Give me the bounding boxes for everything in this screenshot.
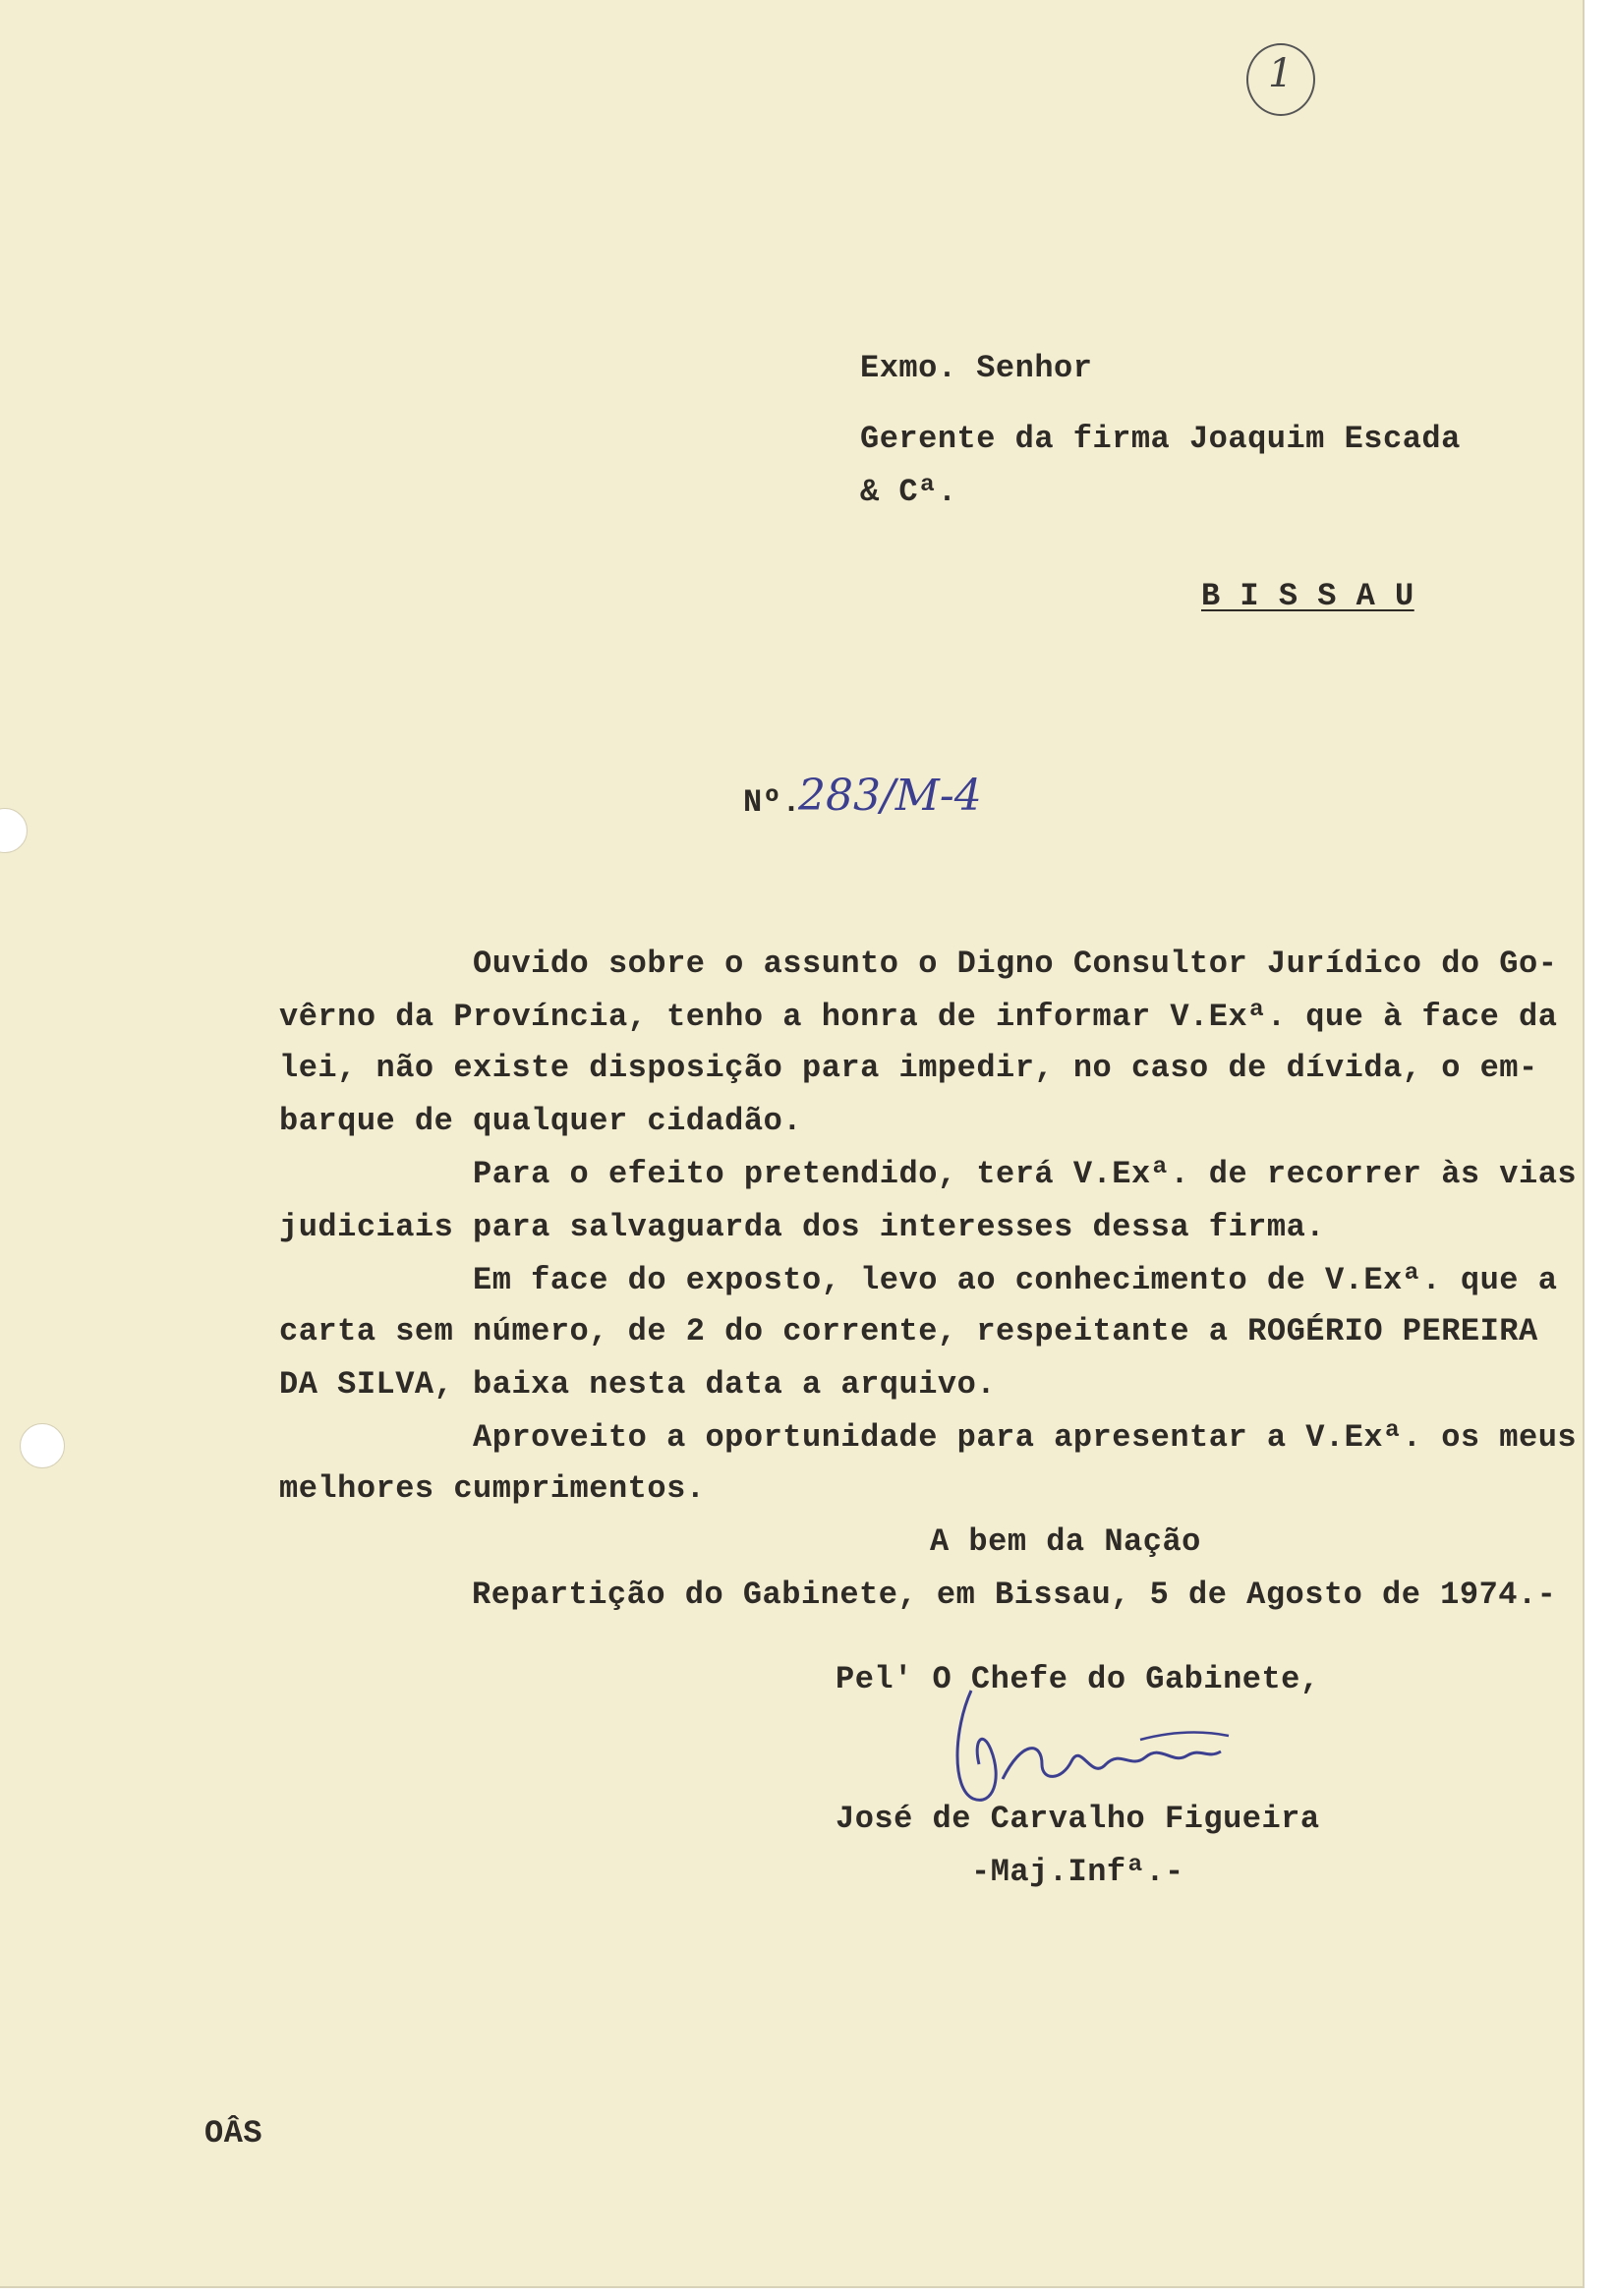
reference-prefix: Nº. <box>743 784 802 821</box>
addressee-line-2: & Cª. <box>860 474 957 510</box>
closing-motto: A bem da Nação <box>930 1523 1201 1560</box>
typist-initials: OÂS <box>204 2115 263 2152</box>
signatory-rank: -Maj.Infª.- <box>971 1854 1184 1890</box>
body-line: Em face do exposto, levo ao conhecimento de V.Exª. que a <box>279 1262 1558 1298</box>
body-line: barque de qualquer cidadão. <box>279 1103 802 1139</box>
signatory-name: José de Carvalho Figueira <box>836 1801 1320 1837</box>
body-line: DA SILVA, baixa nesta data a arquivo. <box>279 1366 997 1403</box>
body-line: Aproveito a oportunidade para apresentar a V.Exª. os meus <box>279 1419 1578 1456</box>
reference-number: 283/M-4 <box>798 771 982 821</box>
page-number: 1 <box>1268 51 1294 96</box>
salutation: Exmo. Senhor <box>860 350 1093 386</box>
body-line: vêrno da Província, tenho a honra de informar V.Exª. que à face da <box>279 999 1558 1035</box>
punch-hole-top <box>0 808 28 853</box>
body-line: melhores cumprimentos. <box>279 1470 706 1507</box>
body-line: carta sem número, de 2 do corrente, respeitante a ROGÉRIO PEREIRA <box>279 1313 1538 1349</box>
closing-on-behalf: Pel' O Chefe do Gabinete, <box>836 1661 1320 1697</box>
addressee-city: B I S S A U <box>1201 578 1414 614</box>
body-line: judiciais para salvaguarda dos interesses dessa firma. <box>279 1209 1325 1245</box>
signature <box>944 1671 1258 1818</box>
body-line: Ouvido sobre o assunto o Digno Consultor Jurídico do Go- <box>279 946 1558 982</box>
addressee-line-1: Gerente da firma Joaquim Escada <box>860 421 1461 457</box>
closing-place-date: Repartição do Gabinete, em Bissau, 5 de Agosto de 1974.- <box>472 1577 1557 1613</box>
body-line: lei, não existe disposição para impedir, no caso de dívida, o em- <box>279 1050 1538 1086</box>
punch-hole-bottom <box>20 1423 65 1468</box>
body-line: Para o efeito pretendido, terá V.Exª. de recorrer às vias <box>279 1156 1578 1192</box>
